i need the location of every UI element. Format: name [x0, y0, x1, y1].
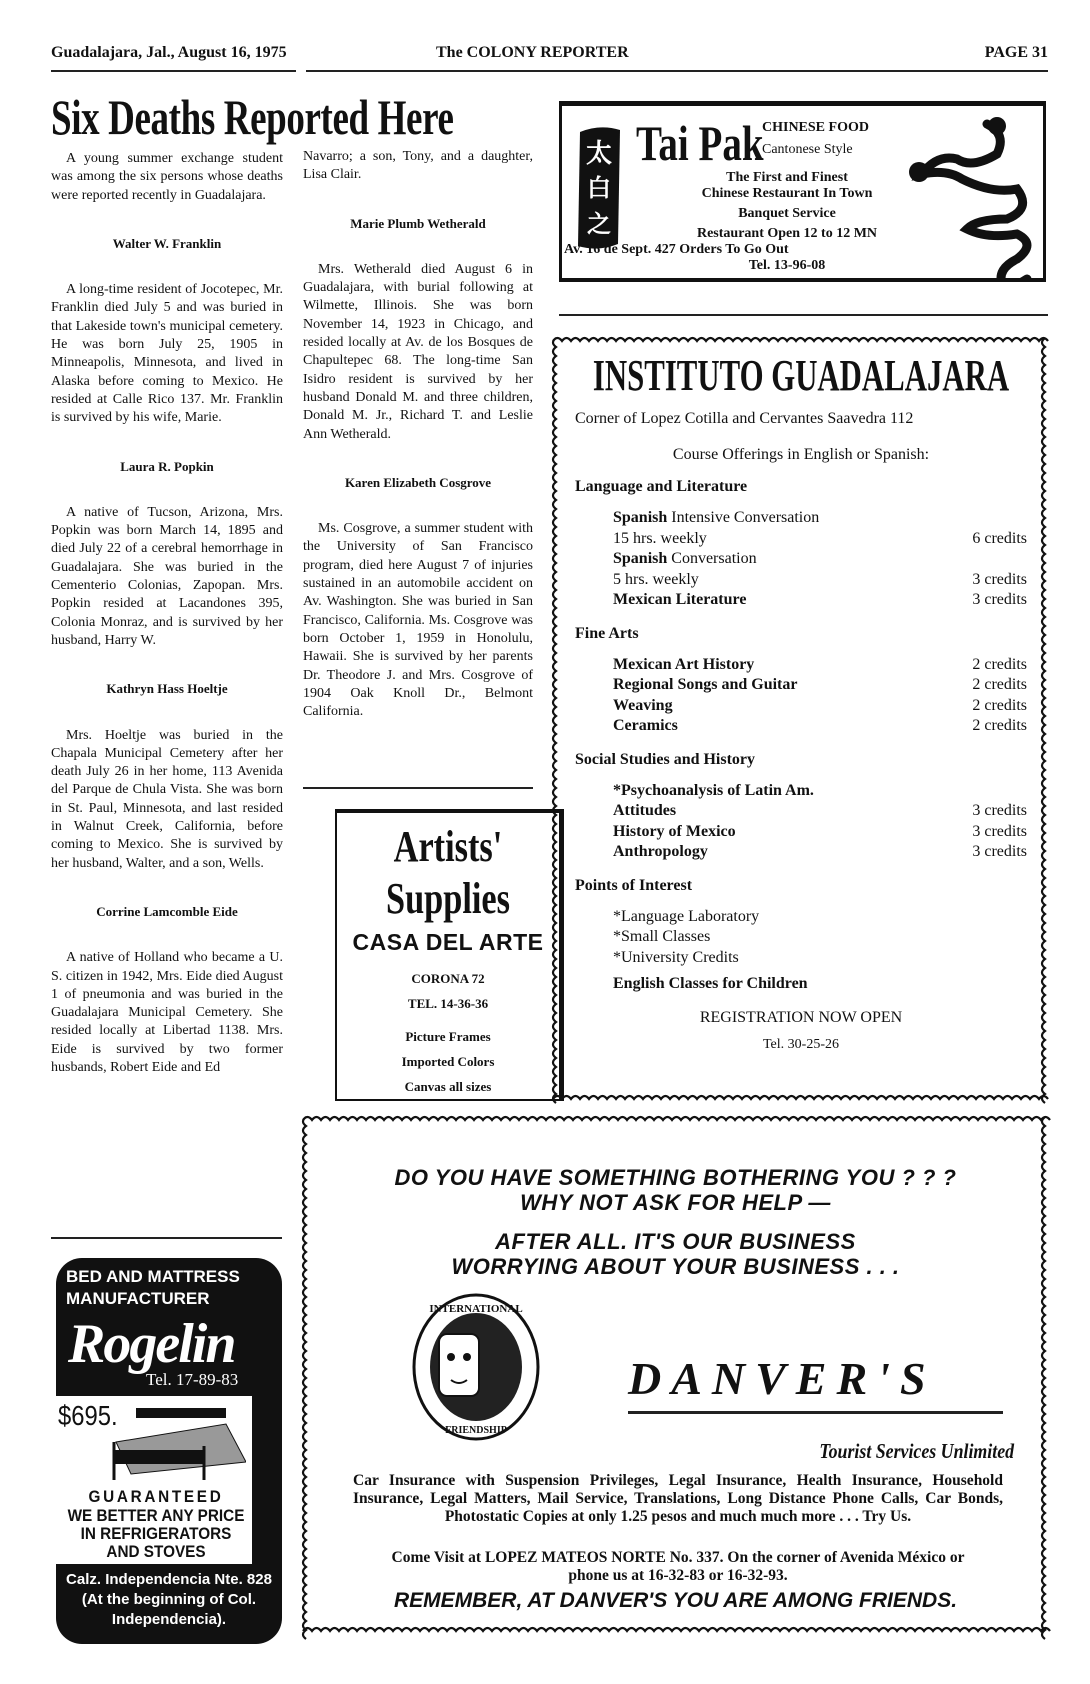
article-column-left — [51, 150, 283, 1077]
obit-text: Mrs. Hoeltje was buried in the Chapala Municipal Cemetery after her death July 26 in her home, 113 Avenida del Parque de Chula Vista. She was born in St. Paul, Minnesota, and last resided in Walnut Creek, California, before coming to Mexico. She is survived by her husband, Walter, and a son, Wells. — [51, 727, 283, 871]
instituto-tel: Tel. 30-25-26 — [762, 1036, 839, 1052]
course-name-bold: Spanish — [613, 550, 668, 567]
point-item: *Small Classes — [613, 928, 711, 945]
points-title: Points of Interest — [575, 876, 693, 894]
taipak-line: Restaurant Open 12 to 12 MN — [696, 226, 878, 241]
course-row — [575, 801, 1027, 822]
rogelin-tel: Tel. 17-89-83 — [146, 1370, 239, 1389]
course-name — [613, 655, 754, 676]
course-row — [575, 590, 1027, 611]
rogelin-top: BED AND MATTRESS — [66, 1267, 240, 1286]
bed-price: $695. — [58, 1400, 118, 1431]
course-name-bold: Weaving — [613, 696, 673, 714]
course-name — [613, 549, 757, 570]
obit-text: Mrs. Wetherald died August 6 in Guadalajara, with burial following at Wilmette, Illinois. She was born November 14, 1923 in Chicago, and resided locally at Av. de los Bosques de Chapultepec 68. The long-time San Isidro resident is survived by her husband Donald M. and three children, Donald M. Jr., Richard T. and Leslie Ann Wetherald. — [303, 261, 533, 442]
course-name-rest: Intensive Conversation — [671, 509, 820, 526]
obit-text: Ms. Cosgrove, a summer student with the University of San Francisco program, died here August 7 of injuries sustained in an automobile accident on Av. Washington. She was buried in San Francisco, California. Ms. Cosgrove was born October 1, 1959 in Honolulu, Hawaii. She is survived by her parents Dr. Theodore J. and Mrs. Cosgrove of 1904 Oak Knoll Dr., Belmont California. — [303, 521, 533, 720]
course-credits: 3 credits — [972, 570, 1027, 588]
taipak-style: Cantonese Style — [762, 142, 853, 157]
svg-text:白: 白 — [587, 176, 611, 202]
artists-supplies-ad — [335, 809, 564, 1101]
page-number: PAGE 31 — [984, 44, 1048, 61]
course-section-title: Language and Literature — [575, 478, 748, 495]
danvers-underline — [628, 1411, 1003, 1414]
point-item: *University Credits — [613, 948, 739, 966]
obit-name: Laura R. Popkin — [120, 458, 214, 474]
course-credits: 2 credits — [972, 676, 1027, 693]
rogelin-address: (At the beginning of Col. — [81, 1591, 257, 1608]
course-name — [613, 801, 676, 822]
instituto-title: INSTITUTO GUADALAJARA — [592, 351, 1010, 400]
danvers-ad — [303, 1117, 1048, 1634]
course-section-title: Fine Arts — [575, 624, 639, 642]
course-sections — [575, 478, 1027, 863]
course-section-title: Social Studies and History — [575, 750, 756, 768]
obit-text: A long-time resident of Jocotepec, Mr. Franklin died July 5 and was buried in that Lakeside town's municipal cemetery. He was born July 25, 1905 in Minneapolis, Minnesota, and lived in Alaska before coming to Mexico. He resided at Calle Rico 137. Mr. Franklin is survived by his wife, Marie. — [51, 282, 283, 426]
course-name-bold: Spanish — [613, 509, 668, 526]
obit-name: Walter W. Franklin — [112, 235, 222, 251]
course-credits: 6 credits — [972, 529, 1027, 547]
taipak-line: Chinese Restaurant In Town — [701, 186, 873, 201]
course-name — [613, 508, 819, 529]
course-name-bold: Attitudes — [613, 802, 677, 819]
rogelin-address: Independencia). — [111, 1611, 227, 1628]
chinese-characters-logo — [570, 124, 626, 254]
danvers-services: Car Insurance with Suspension Privileges, Legal Insurance, Health Insurance, Household Insurance, Legal Matters, Mail Service, Translations, Long Distance Phone Calls, Car Bonds, Photostatic Copies at only 1.25 pesos and much much more . . . Try Us. — [353, 1472, 1003, 1525]
obit-name: Karen Elizabeth Cosgrove — [344, 474, 492, 490]
taipak-address: Av. 16 de Sept. 427 Orders To Go Out — [564, 242, 789, 257]
course-row — [575, 508, 1027, 529]
course-row — [575, 549, 1027, 570]
store-address: CORONA 72 — [411, 971, 485, 986]
course-name — [613, 842, 708, 863]
rogelin-line: IN REFRIGERATORS — [80, 1524, 232, 1543]
course-name — [613, 822, 736, 843]
course-row — [575, 529, 1027, 550]
course-credits: 3 credits — [972, 591, 1027, 608]
store-item: Imported Colors — [401, 1054, 495, 1069]
article-headline: Six Deaths Reported Here — [51, 89, 454, 145]
store-tel: TEL. 14-36-36 — [407, 996, 489, 1011]
article-column-middle — [303, 148, 533, 721]
rogelin-line: AND STOVES — [106, 1542, 206, 1561]
course-row — [575, 655, 1027, 676]
artists-title: Artists' — [393, 822, 503, 871]
course-name-bold: Mexican Art History — [613, 655, 755, 673]
course-name — [613, 570, 699, 591]
course-credits: 3 credits — [972, 822, 1027, 840]
obit-continuation: Navarro; a son, Tony, and a daughter, Lisa Clair. — [303, 149, 533, 183]
store-name: CASA DEL ARTE — [352, 929, 544, 955]
course-name-bold: Regional Songs and Guitar — [613, 676, 798, 693]
header-rule-right — [306, 70, 1048, 72]
obit-text: A native of Holland who became a U. S. citizen in 1942, Mrs. Eide died August 1 of pneumonia and was buried in the Guadalajara Municipal Cemetery. She resided locally at Libertad 1138. Mrs. Eide is survived by two former husbands, Robert Eide and Ed — [51, 950, 283, 1075]
bed-illustration — [96, 1402, 246, 1482]
course-name-bold: Ceramics — [613, 717, 678, 734]
taipak-ad — [559, 101, 1046, 282]
danvers-tagline: Tourist Services Unlimited — [819, 1439, 1014, 1463]
store-item: Picture Frames — [405, 1029, 491, 1044]
column-rule — [51, 1237, 282, 1239]
rogelin-address: Calz. Independencia Nte. 828 — [66, 1571, 272, 1588]
course-credits: 2 credits — [972, 696, 1027, 714]
course-name-bold: Anthropology — [613, 843, 708, 860]
svg-text:之: 之 — [587, 212, 611, 238]
danvers-name: DANVER'S — [628, 1353, 936, 1404]
course-row — [575, 842, 1027, 863]
course-row — [575, 781, 1027, 802]
store-item: Canvas all sizes — [404, 1079, 492, 1094]
guaranteed-text: GUARANTEED — [88, 1487, 224, 1506]
course-row — [575, 570, 1027, 591]
course-name — [613, 781, 814, 802]
obit-name: Kathryn Hass Hoeltje — [106, 681, 228, 697]
course-credits: 2 credits — [972, 655, 1027, 673]
taipak-tel: Tel. 13-96-08 — [748, 258, 826, 273]
obit-name: Marie Plumb Wetherald — [350, 215, 486, 231]
instituto-address: Corner of Lopez Cotilla and Cervantes Saavedra 112 — [575, 410, 914, 427]
obit-text: A native of Tucson, Arizona, Mrs. Popkin was born March 14, 1895 and died July 22 of a cerebral hemorrhage in Guadalajara. She was buried in the Cementerio Colonias, Zapopan. Mrs. Popkin resided at Lacandones 395, Colonia Monraz, and is survived by her husband, Harry W. — [51, 504, 283, 648]
danvers-remember: REMEMBER, AT DANVER'S YOU ARE AMONG FRIENDS. — [393, 1589, 958, 1612]
rogelin-panel — [56, 1396, 252, 1564]
taipak-name: Tai Pak — [636, 115, 764, 171]
newspaper-name: The COLONY REPORTER — [436, 44, 629, 61]
course-name-rest: Conversation — [671, 550, 757, 567]
course-name-bold: Mexican Literature — [613, 591, 747, 608]
danvers-answer: AFTER ALL. IT'S OUR BUSINESS — [495, 1229, 856, 1254]
children-classes: English Classes for Children — [613, 975, 808, 992]
point-item: *Language Laboratory — [613, 907, 760, 925]
danvers-answer: WORRYING ABOUT YOUR BUSINESS . . . — [451, 1254, 900, 1279]
svg-text:太: 太 — [585, 139, 613, 168]
registration-notice: REGISTRATION NOW OPEN — [699, 1008, 903, 1026]
logo-text-top: INTERNATIONAL — [429, 1303, 523, 1315]
dateline: Guadalajara, Jal., August 16, 1975 — [51, 44, 287, 61]
dragon-illustration — [897, 114, 1037, 279]
course-credits: 3 credits — [972, 843, 1027, 860]
instituto-ad — [553, 338, 1048, 1102]
danvers-question: DO YOU HAVE SOMETHING BOTHERING YOU ? ? ? — [394, 1165, 957, 1190]
rogelin-logo: Rogelin — [68, 1313, 235, 1375]
course-name-rest: 15 hrs. weekly — [613, 529, 707, 547]
course-name — [613, 590, 746, 611]
danvers-question: WHY NOT ASK FOR HELP — — [520, 1190, 831, 1215]
course-name — [613, 675, 797, 696]
course-row — [575, 696, 1027, 717]
logo-text-bottom: FRIENDSHIP — [445, 1425, 507, 1436]
header-rule-left — [51, 70, 296, 72]
course-row — [575, 716, 1027, 737]
danvers-visit: Come Visit at LOPEZ MATEOS NORTE No. 337. On the corner of Avenida México or phone us at 16-32-83 or 16-32-93. — [391, 1549, 965, 1584]
taipak-line: The First and Finest — [726, 170, 848, 185]
obit-name: Corrine Lamcomble Eide — [96, 903, 238, 919]
artists-title: Supplies — [385, 874, 510, 923]
instituto-offerings: Course Offerings in English or Spanish: — [672, 446, 930, 463]
course-name-rest: 5 hrs. weekly — [613, 570, 699, 588]
course-name — [613, 529, 707, 550]
rogelin-ad — [56, 1258, 282, 1644]
taipak-line: Banquet Service — [738, 206, 836, 221]
taipak-kind: CHINESE FOOD — [762, 120, 869, 135]
course-credits: 3 credits — [972, 802, 1027, 819]
column-rule — [303, 787, 533, 789]
article-intro: A young summer exchange student was among the six persons whose deaths were reported recently in Guadalajara. — [51, 151, 283, 203]
ad-rule — [559, 314, 1048, 316]
rogelin-top: MANUFACTURER — [66, 1289, 210, 1308]
course-name — [613, 696, 673, 717]
course-credits: 2 credits — [972, 717, 1027, 734]
course-row — [575, 675, 1027, 696]
course-name-bold: *Psychoanalysis of Latin Am. — [613, 781, 814, 799]
course-name — [613, 716, 678, 737]
rogelin-line: WE BETTER ANY PRICE — [67, 1506, 245, 1525]
international-friendship-logo — [411, 1292, 541, 1442]
course-row — [575, 822, 1027, 843]
course-name-bold: History of Mexico — [613, 822, 736, 840]
